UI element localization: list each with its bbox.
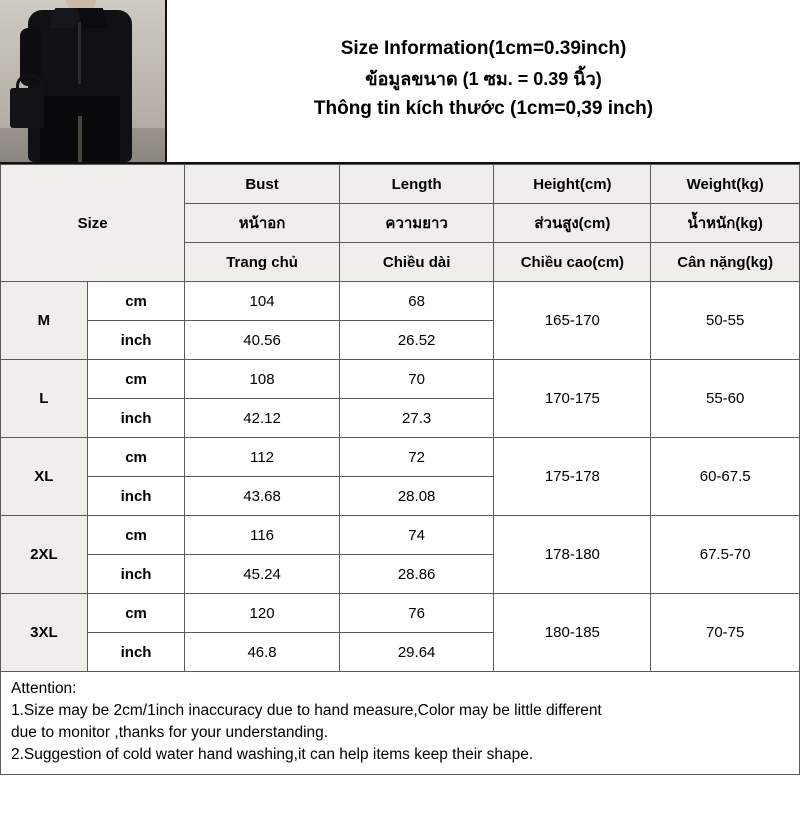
header-weight-th: น้ำหนัก(kg)	[651, 204, 800, 243]
row-unit-inch: inch	[87, 399, 185, 438]
title-line-vi: Thông tin kích thước (1cm=0,39 inch)	[313, 98, 654, 119]
header-length-vi: Chiều dài	[339, 243, 494, 282]
xl-weight: 60-67.5	[651, 438, 800, 516]
l-length-inch: 27.3	[339, 399, 494, 438]
row-size-m: M	[1, 282, 88, 360]
m-weight: 50-55	[651, 282, 800, 360]
table-row	[1, 594, 800, 633]
3xl-weight: 70-75	[651, 594, 800, 672]
row-size-xl: XL	[1, 438, 88, 516]
2xl-bust-inch: 45.24	[185, 555, 340, 594]
xl-length-inch: 28.08	[339, 477, 494, 516]
l-weight: 55-60	[651, 360, 800, 438]
3xl-length-cm: 76	[339, 594, 494, 633]
header-length-th: ความยาว	[339, 204, 494, 243]
row-unit-inch: inch	[87, 633, 185, 672]
header-weight-vi: Cân nặng(kg)	[651, 243, 800, 282]
header-bust-vi: Trang chủ	[185, 243, 340, 282]
row-unit-inch: inch	[87, 321, 185, 360]
header-weight-en: Weight(kg)	[651, 165, 800, 204]
header-height-vi: Chiều cao(cm)	[494, 243, 651, 282]
attention-line-1: 1.Size may be 2cm/1inch inaccuracy due to hand measure,Color may be little different	[11, 702, 602, 719]
3xl-bust-cm: 120	[185, 594, 340, 633]
l-length-cm: 70	[339, 360, 494, 399]
attention-block	[0, 672, 800, 775]
header-bust-th: หน้าอก	[185, 204, 340, 243]
xl-bust-cm: 112	[185, 438, 340, 477]
2xl-weight: 67.5-70	[651, 516, 800, 594]
table-row	[1, 516, 800, 555]
header-band	[0, 0, 800, 164]
handbag-icon	[10, 88, 44, 128]
2xl-height: 178-180	[494, 516, 651, 594]
m-length-cm: 68	[339, 282, 494, 321]
row-unit-cm: cm	[87, 438, 185, 477]
m-bust-inch: 40.56	[185, 321, 340, 360]
table-row	[1, 438, 800, 477]
2xl-length-cm: 74	[339, 516, 494, 555]
product-photo	[0, 0, 167, 162]
2xl-length-inch: 28.86	[339, 555, 494, 594]
2xl-bust-cm: 116	[185, 516, 340, 555]
attention-line-2: due to monitor ,thanks for your understanding.	[11, 724, 329, 741]
m-bust-cm: 104	[185, 282, 340, 321]
header-height-en: Height(cm)	[494, 165, 651, 204]
row-unit-cm: cm	[87, 360, 185, 399]
header-size-label: Size	[1, 165, 185, 282]
l-bust-inch: 42.12	[185, 399, 340, 438]
row-unit-cm: cm	[87, 282, 185, 321]
m-height: 165-170	[494, 282, 651, 360]
table-row	[1, 360, 800, 399]
pants-leg-gap	[78, 116, 82, 162]
3xl-length-inch: 29.64	[339, 633, 494, 672]
title-line-en: Size Information(1cm=0.39inch)	[340, 38, 627, 59]
xl-bust-inch: 43.68	[185, 477, 340, 516]
attention-line-3: 2.Suggestion of cold water hand washing,it can help items keep their shape.	[11, 746, 534, 763]
row-unit-cm: cm	[87, 516, 185, 555]
shirt-placket	[78, 22, 81, 84]
table-header-row-en	[1, 165, 800, 204]
header-height-th: ส่วนสูง(cm)	[494, 204, 651, 243]
attention-heading: Attention:	[11, 680, 77, 697]
l-height: 170-175	[494, 360, 651, 438]
header-length-en: Length	[339, 165, 494, 204]
row-size-l: L	[1, 360, 88, 438]
title-block	[167, 0, 800, 162]
header-bust-en: Bust	[185, 165, 340, 204]
m-length-inch: 26.52	[339, 321, 494, 360]
table-row	[1, 282, 800, 321]
size-table	[0, 164, 800, 672]
xl-height: 175-178	[494, 438, 651, 516]
3xl-height: 180-185	[494, 594, 651, 672]
3xl-bust-inch: 46.8	[185, 633, 340, 672]
row-unit-inch: inch	[87, 477, 185, 516]
row-unit-inch: inch	[87, 555, 185, 594]
row-size-2xl: 2XL	[1, 516, 88, 594]
row-size-3xl: 3XL	[1, 594, 88, 672]
title-line-th: ข้อมูลขนาด (1 ซม. = 0.39 นิ้ว)	[365, 69, 602, 89]
l-bust-cm: 108	[185, 360, 340, 399]
row-unit-cm: cm	[87, 594, 185, 633]
footer-spacer	[0, 775, 800, 829]
xl-length-cm: 72	[339, 438, 494, 477]
